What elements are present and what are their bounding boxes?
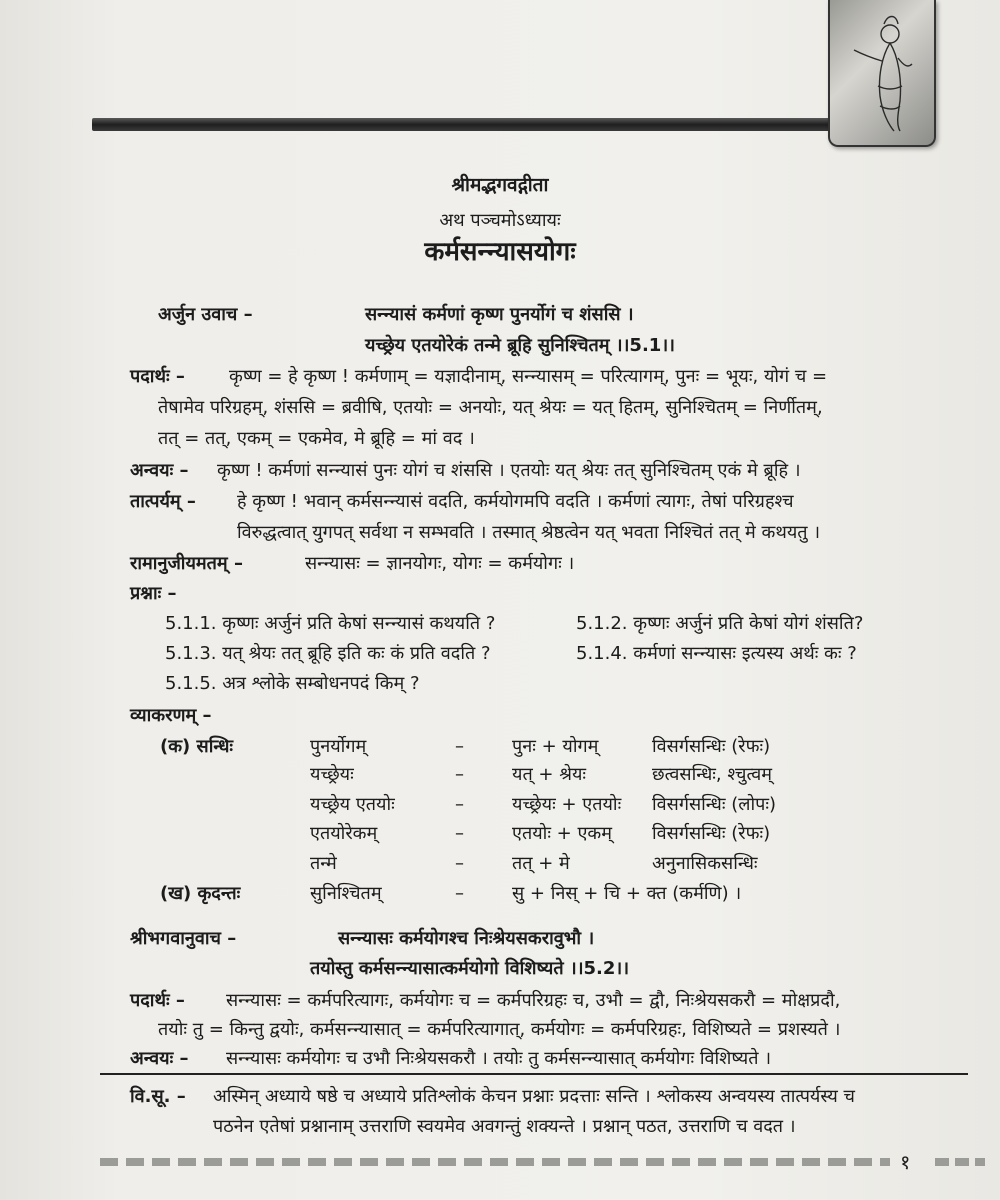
- ramanuja-text: सन्न्यासः = ज्ञानयोगः, योगः = कर्मयोगः ।: [305, 553, 575, 574]
- verse2-line1: सन्न्यासः कर्मयोगश्च निःश्रेयसकरावुभौ ।: [338, 928, 595, 949]
- sandhi-row-4-dash: –: [455, 823, 464, 844]
- sandhi-row-2-type: छत्वसन्धिः, श्चुत्वम्: [652, 764, 772, 785]
- footnote-line1: अस्मिन् अध्याये षष्ठे च अध्याये प्रतिश्लोकं केचन प्रश्नाः प्रदत्ताः सन्ति । श्लोकस्य अन्वयस्य तात्पर्यस्य च: [213, 1086, 855, 1107]
- krdanta-split: सु + निस् + चि + क्त (कर्मणि) ।: [512, 883, 742, 904]
- chapter-intro: अथ पञ्चमोऽध्यायः: [439, 210, 561, 231]
- padartha1-line2: तेषामेव परिग्रहम्, शंससि = ब्रवीषि, एतयोः = अनयोः, यत् श्रेयः = यत् हितम्, सुनिश्चितम् = निर्णीतम्,: [158, 397, 823, 418]
- question-5-1-2: 5.1.2. कृष्णः अर्जुनं प्रति केषां योगं शंसति?: [576, 613, 864, 634]
- anvaya2-text: सन्न्यासः कर्मयोगः च उभौ निःश्रेयसकरौ । तयोः तु कर्मसन्न्यासात् कर्मयोगः विशिष्यते ।: [226, 1048, 772, 1069]
- sandhi-row-1-word: पुनर्योगम्: [310, 736, 367, 757]
- sandhi-row-4-type: विसर्गसन्धिः (रेफः): [652, 823, 771, 844]
- header-rule: [92, 118, 837, 131]
- krdanta-label: (ख) कृदन्तः: [160, 883, 241, 904]
- krdanta-word: सुनिश्चितम्: [310, 883, 382, 904]
- footnote-divider: [100, 1073, 968, 1075]
- sandhi-row-2-dash: –: [455, 764, 464, 785]
- sandhi-row-5-dash: –: [455, 853, 464, 874]
- sandhi-row-3-split: यच्छ्रेयः + एतयोः: [512, 794, 622, 815]
- sandhi-row-2-split: यत् + श्रेयः: [512, 764, 587, 785]
- book-title: श्रीमद्भगवद्गीता: [451, 174, 549, 196]
- padartha1-line3: तत् = तत्, एकम् = एकमेव, मे ब्रूहि = मां वद ।: [158, 428, 475, 449]
- sandhi-row-1-type: विसर्गसन्धिः (रेफः): [652, 736, 771, 757]
- page-number: १: [900, 1150, 911, 1174]
- sandhi-row-2-word: यच्छ्रेयः: [310, 764, 354, 785]
- padartha2-line2: तयोः तु = किन्तु द्वयोः, कर्मसन्न्यासात् = कर्मपरित्यागात्, कर्मयोगः = कर्मपरिग्रहः, विशिष्यते = प्रशस्यते ।: [158, 1019, 841, 1040]
- sandhi-label: (क) सन्धिः: [160, 736, 234, 757]
- padartha1-label: पदार्थः –: [130, 366, 185, 387]
- footer-dash-strip: [100, 1158, 890, 1166]
- anvaya2-label: अन्वयः –: [130, 1048, 189, 1069]
- anvaya1-label: अन्वयः –: [130, 460, 189, 481]
- sandhi-row-3-type: विसर्गसन्धिः (लोपः): [652, 794, 776, 815]
- sandhi-row-1-split: पुनः + योगम्: [512, 736, 599, 757]
- padartha2-label: पदार्थः –: [130, 990, 185, 1011]
- padartha2-line1: सन्न्यासः = कर्मपरित्यागः, कर्मयोगः च = कर्मपरिग्रहः च, उभौ = द्वौ, निःश्रेयसकरौ = मोक्षप्रदौ,: [226, 990, 841, 1011]
- question-5-1-4: 5.1.4. कर्मणां सन्न्यासः इत्यस्य अर्थः कः ?: [576, 643, 857, 664]
- anvaya1-text: कृष्ण ! कर्मणां सन्न्यासं पुनः योगं च शंससि । एतयोः यत् श्रेयः तत् सुनिश्चितम् एकं मे ब्रूहि ।: [217, 460, 801, 481]
- sandhi-row-3-word: यच्छ्रेय एतयोः: [310, 794, 395, 815]
- tatparya-line1: हे कृष्ण ! भवान् कर्मसन्न्यासं वदति, कर्मयोगमपि वदति । कर्मणां त्यागः, तेषां परिग्रहश्च: [237, 491, 794, 512]
- vyakarana-label: व्याकरणम् –: [130, 705, 212, 726]
- verse2-line2: तयोस्तु कर्मसन्न्यासात्कर्मयोगो विशिष्यते ।।5.2।।: [310, 958, 630, 979]
- sandhi-row-1-dash: –: [455, 736, 464, 757]
- sandhi-row-5-type: अनुनासिकसन्धिः: [652, 853, 758, 874]
- verse1-speaker: अर्जुन उवाच –: [158, 304, 253, 325]
- sandhi-row-4-word: एतयोरेकम्: [310, 823, 378, 844]
- header-emblem: [828, 0, 936, 147]
- question-5-1-5: 5.1.5. अत्र श्लोके सम्बोधनपदं किम् ?: [165, 673, 420, 694]
- tatparya-label: तात्पर्यम् –: [130, 491, 196, 512]
- sandhi-row-3-dash: –: [455, 794, 464, 815]
- krdanta-dash: –: [455, 883, 464, 904]
- question-5-1-3: 5.1.3. यत् श्रेयः तत् ब्रूहि इति कः कं प्रति वदति ?: [165, 643, 491, 664]
- tatparya-line2: विरुद्धत्वात् युगपत् सर्वथा न सम्भवति । तस्मात् श्रेष्ठत्वेन यत् भवता निश्चितं तत् मे कथयतु ।: [237, 522, 821, 543]
- footnote-label: वि.सू. –: [130, 1086, 186, 1107]
- sandhi-row-4-split: एतयोः + एकम्: [512, 823, 613, 844]
- chapter-name: कर्मसन्न्यासयोगः: [424, 237, 576, 267]
- sandhi-row-5-word: तन्मे: [310, 853, 337, 874]
- ramanuja-label: रामानुजीयमतम् –: [130, 553, 243, 574]
- question-5-1-1: 5.1.1. कृष्णः अर्जुनं प्रति केषां सन्न्यासं कथयति ?: [165, 613, 496, 634]
- verse1-line1: सन्न्यासं कर्मणां कृष्ण पुनर्योगं च शंससि ।: [365, 304, 634, 325]
- footer-dash-strip-right: [935, 1158, 985, 1166]
- padartha1-line1: कृष्ण = हे कृष्ण ! कर्मणाम् = यज्ञादीनाम्, सन्न्यासम् = परित्यागम्, पुनः = भूयः, योगं च =: [229, 366, 828, 387]
- verse1-line2: यच्छ्रेय एतयोरेकं तन्मे ब्रूहि सुनिश्चितम् ।।5.1।।: [365, 335, 675, 356]
- krishna-figure-icon: [838, 6, 926, 136]
- footnote-line2: पठनेन एतेषां प्रश्नानाम् उत्तराणि स्वयमेव अवगन्तुं शक्यन्ते । प्रश्नान् पठत, उत्तराणि च वदत ।: [213, 1116, 796, 1137]
- sandhi-row-5-split: तत् + मे: [512, 853, 570, 874]
- verse2-speaker: श्रीभगवानुवाच –: [130, 928, 237, 949]
- prashnah-label: प्रश्नाः –: [130, 583, 177, 604]
